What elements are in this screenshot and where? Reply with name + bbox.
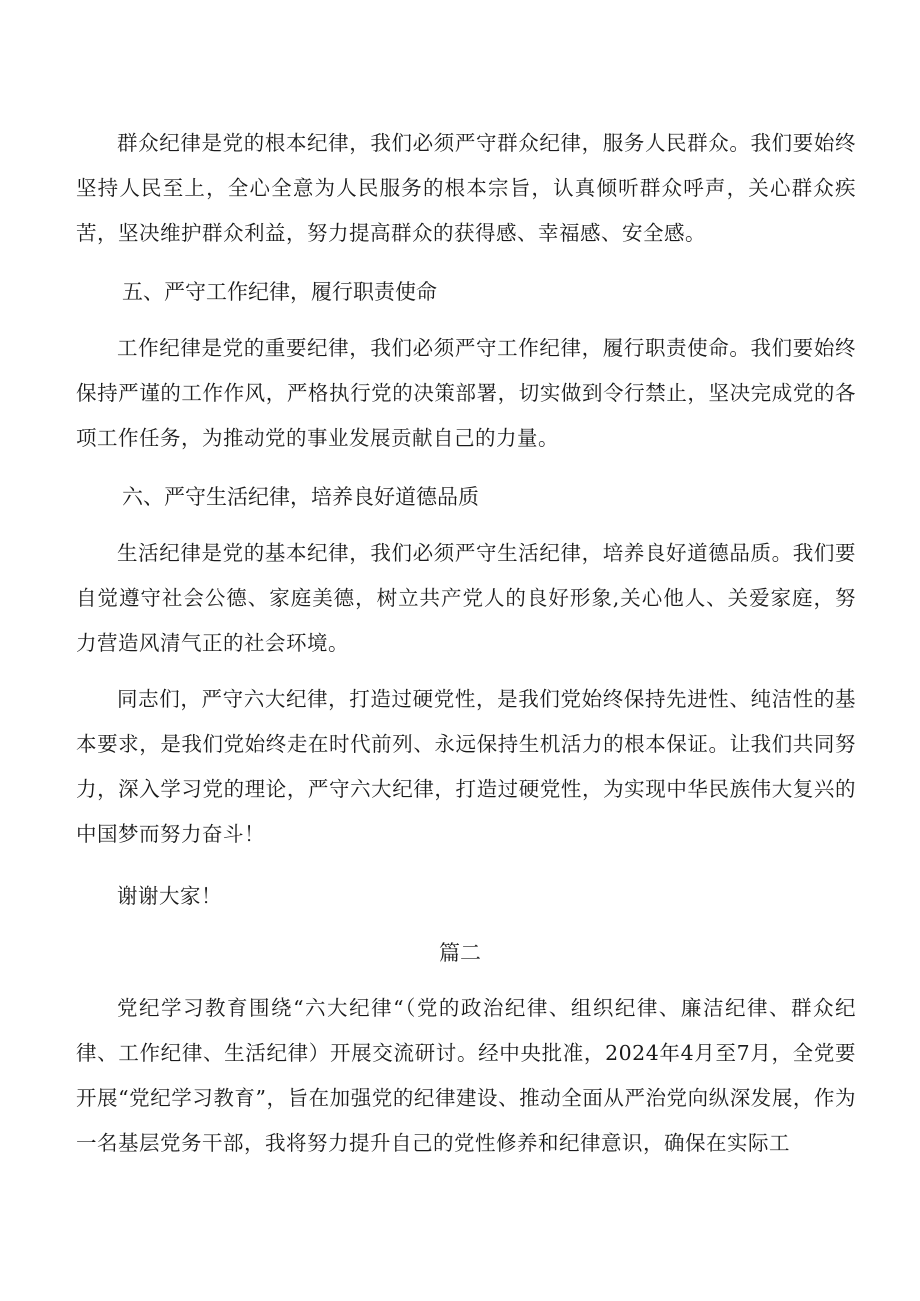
paragraph-mass-discipline: 群众纪律是党的根本纪律，我们必须严守群众纪律，服务人民群众。我们要始终坚持人民至上，全心全意为人民服务的根本宗旨，认真倾听群众呼声，关心群众疾苦，坚决维护群众利益，努力提高群众的获得感、幸福感、安全感。 xyxy=(76,131,856,245)
paragraph-closing: 同志们，严守六大纪律，打造过硬党性，是我们党始终保持先进性、纯洁性的基本要求，是我们党始终走在时代前列、永远保持生机活力的根本保证。让我们共同努力，深入学习党的理论，严守六大纪律，打造过硬党性，为实现中华民族伟大复兴的中国梦而努力奋斗！ xyxy=(76,687,856,846)
paragraph-part-two-intro: 党纪学习教育围绕“六大纪律“（党的政治纪律、组织纪律、廉洁纪律、群众纪律、工作纪律、生活纪律）开展交流研讨。经中央批准，2024年4月至7月，全党要开展“党纪学习教育”，旨在加强党的纪律建设、推动全面从严治党向纵深发展，作为一名基层党务干部，我将努力提升自己的党性修养和纪律意识，确保在实际工 xyxy=(76,996,856,1155)
heading-section-6: 六、严守生活纪律，培养良好道德品质 xyxy=(122,485,479,509)
paragraph-thanks: 谢谢大家！ xyxy=(117,884,222,908)
heading-section-5: 五、严守工作纪律，履行职责使命 xyxy=(122,280,437,304)
paragraph-work-discipline: 工作纪律是党的重要纪律，我们必须严守工作纪律，履行职责使命。我们要始终保持严谨的工作作风，严格执行党的决策部署，切实做到令行禁止，坚决完成党的各项工作任务，为推动党的事业发展贡献自己的力量。 xyxy=(76,336,856,450)
part-two-title: 篇二 xyxy=(439,941,481,965)
paragraph-life-discipline: 生活纪律是党的基本纪律，我们必须严守生活纪律，培养良好道德品质。我们要自觉遵守社会公德、家庭美德，树立共产党人的良好形象,关心他人、关爱家庭，努力营造风清气正的社会环境。 xyxy=(76,541,856,655)
